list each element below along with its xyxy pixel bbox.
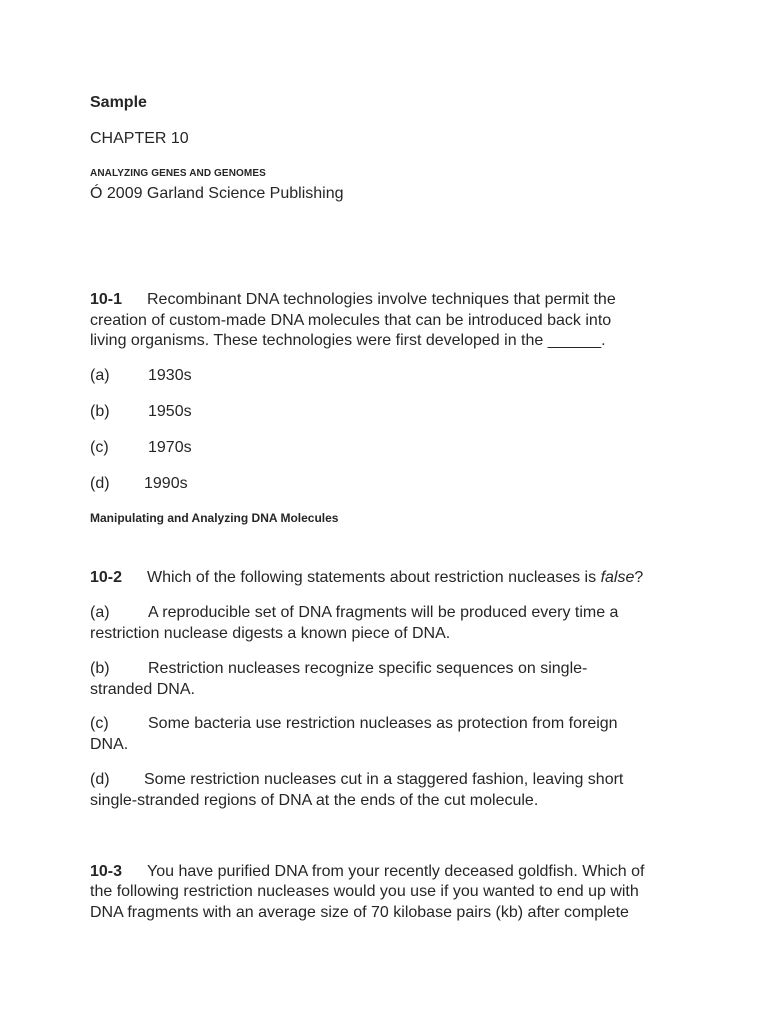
question-2-emphasis: false: [600, 569, 635, 586]
question-1-text-3: living organisms. These technologies were first developed in the ______.: [90, 332, 606, 349]
section-heading: Manipulating and Analyzing DNA Molecules: [90, 511, 339, 525]
option-label: (a): [90, 367, 110, 384]
question-1-option-b: [90, 402, 192, 422]
question-1-line-1: [90, 290, 616, 310]
question-2-text: Which of the following statements about restriction nucleases is: [147, 569, 601, 586]
question-2-option-b-line-2: stranded DNA.: [90, 681, 195, 698]
question-1-option-d: [90, 474, 188, 494]
question-2-option-a-line-1: [90, 603, 618, 623]
question-1-text-1: Recombinant DNA technologies involve techniques that permit the: [147, 291, 616, 308]
option-text: 1970s: [148, 439, 192, 456]
question-2-punct: ?: [634, 569, 644, 586]
question-1-number: 10-1: [90, 291, 123, 308]
question-3-text-3: DNA fragments with an average size of 70 kilobase pairs (kb) after complete: [90, 904, 629, 921]
option-text: 1930s: [148, 367, 192, 384]
copyright-line: Ó 2009 Garland Science Publishing: [90, 185, 344, 202]
question-3-number: 10-3: [90, 863, 123, 880]
option-label: (d): [90, 771, 110, 788]
option-label: (a): [90, 604, 110, 621]
question-2-option-b-line-1: [90, 659, 587, 679]
chapter-subtitle: ANALYZING GENES AND GENOMES: [90, 168, 266, 179]
option-text: 1950s: [148, 403, 192, 420]
option-label: (c): [90, 439, 109, 456]
option-text: 1990s: [144, 475, 188, 492]
question-2-option-d-line-1: [90, 770, 623, 790]
question-3-line-1: [90, 862, 644, 882]
sample-label: Sample: [90, 94, 147, 111]
option-text: Restriction nucleases recognize specific sequences on single-: [148, 660, 588, 677]
option-label: (d): [90, 475, 110, 492]
question-2-number: 10-2: [90, 569, 123, 586]
question-2-option-a-line-2: restriction nuclease digests a known piece of DNA.: [90, 625, 451, 642]
question-3-text-2: the following restriction nucleases would you use if you wanted to end up with: [90, 883, 639, 900]
chapter-title: CHAPTER 10: [90, 130, 189, 147]
option-label: (b): [90, 403, 110, 420]
question-2-option-c-line-2: DNA.: [90, 736, 129, 753]
question-1-option-a: [90, 366, 192, 386]
question-2-option-d-line-2: single-stranded regions of DNA at the ends of the cut molecule.: [90, 792, 539, 809]
option-text: Some bacteria use restriction nucleases as protection from foreign: [148, 715, 618, 732]
option-text: A reproducible set of DNA fragments will be produced every time a: [148, 604, 619, 621]
option-label: (b): [90, 660, 110, 677]
question-1-text-2: creation of custom-made DNA molecules that can be introduced back into: [90, 312, 612, 329]
question-2-option-c-line-1: [90, 714, 618, 734]
option-label: (c): [90, 715, 109, 732]
question-1-option-c: [90, 438, 192, 458]
option-text: Some restriction nucleases cut in a staggered fashion, leaving short: [144, 771, 624, 788]
question-2-stem: [90, 568, 643, 588]
question-3-text-1: You have purified DNA from your recently deceased goldfish. Which of: [147, 863, 645, 880]
